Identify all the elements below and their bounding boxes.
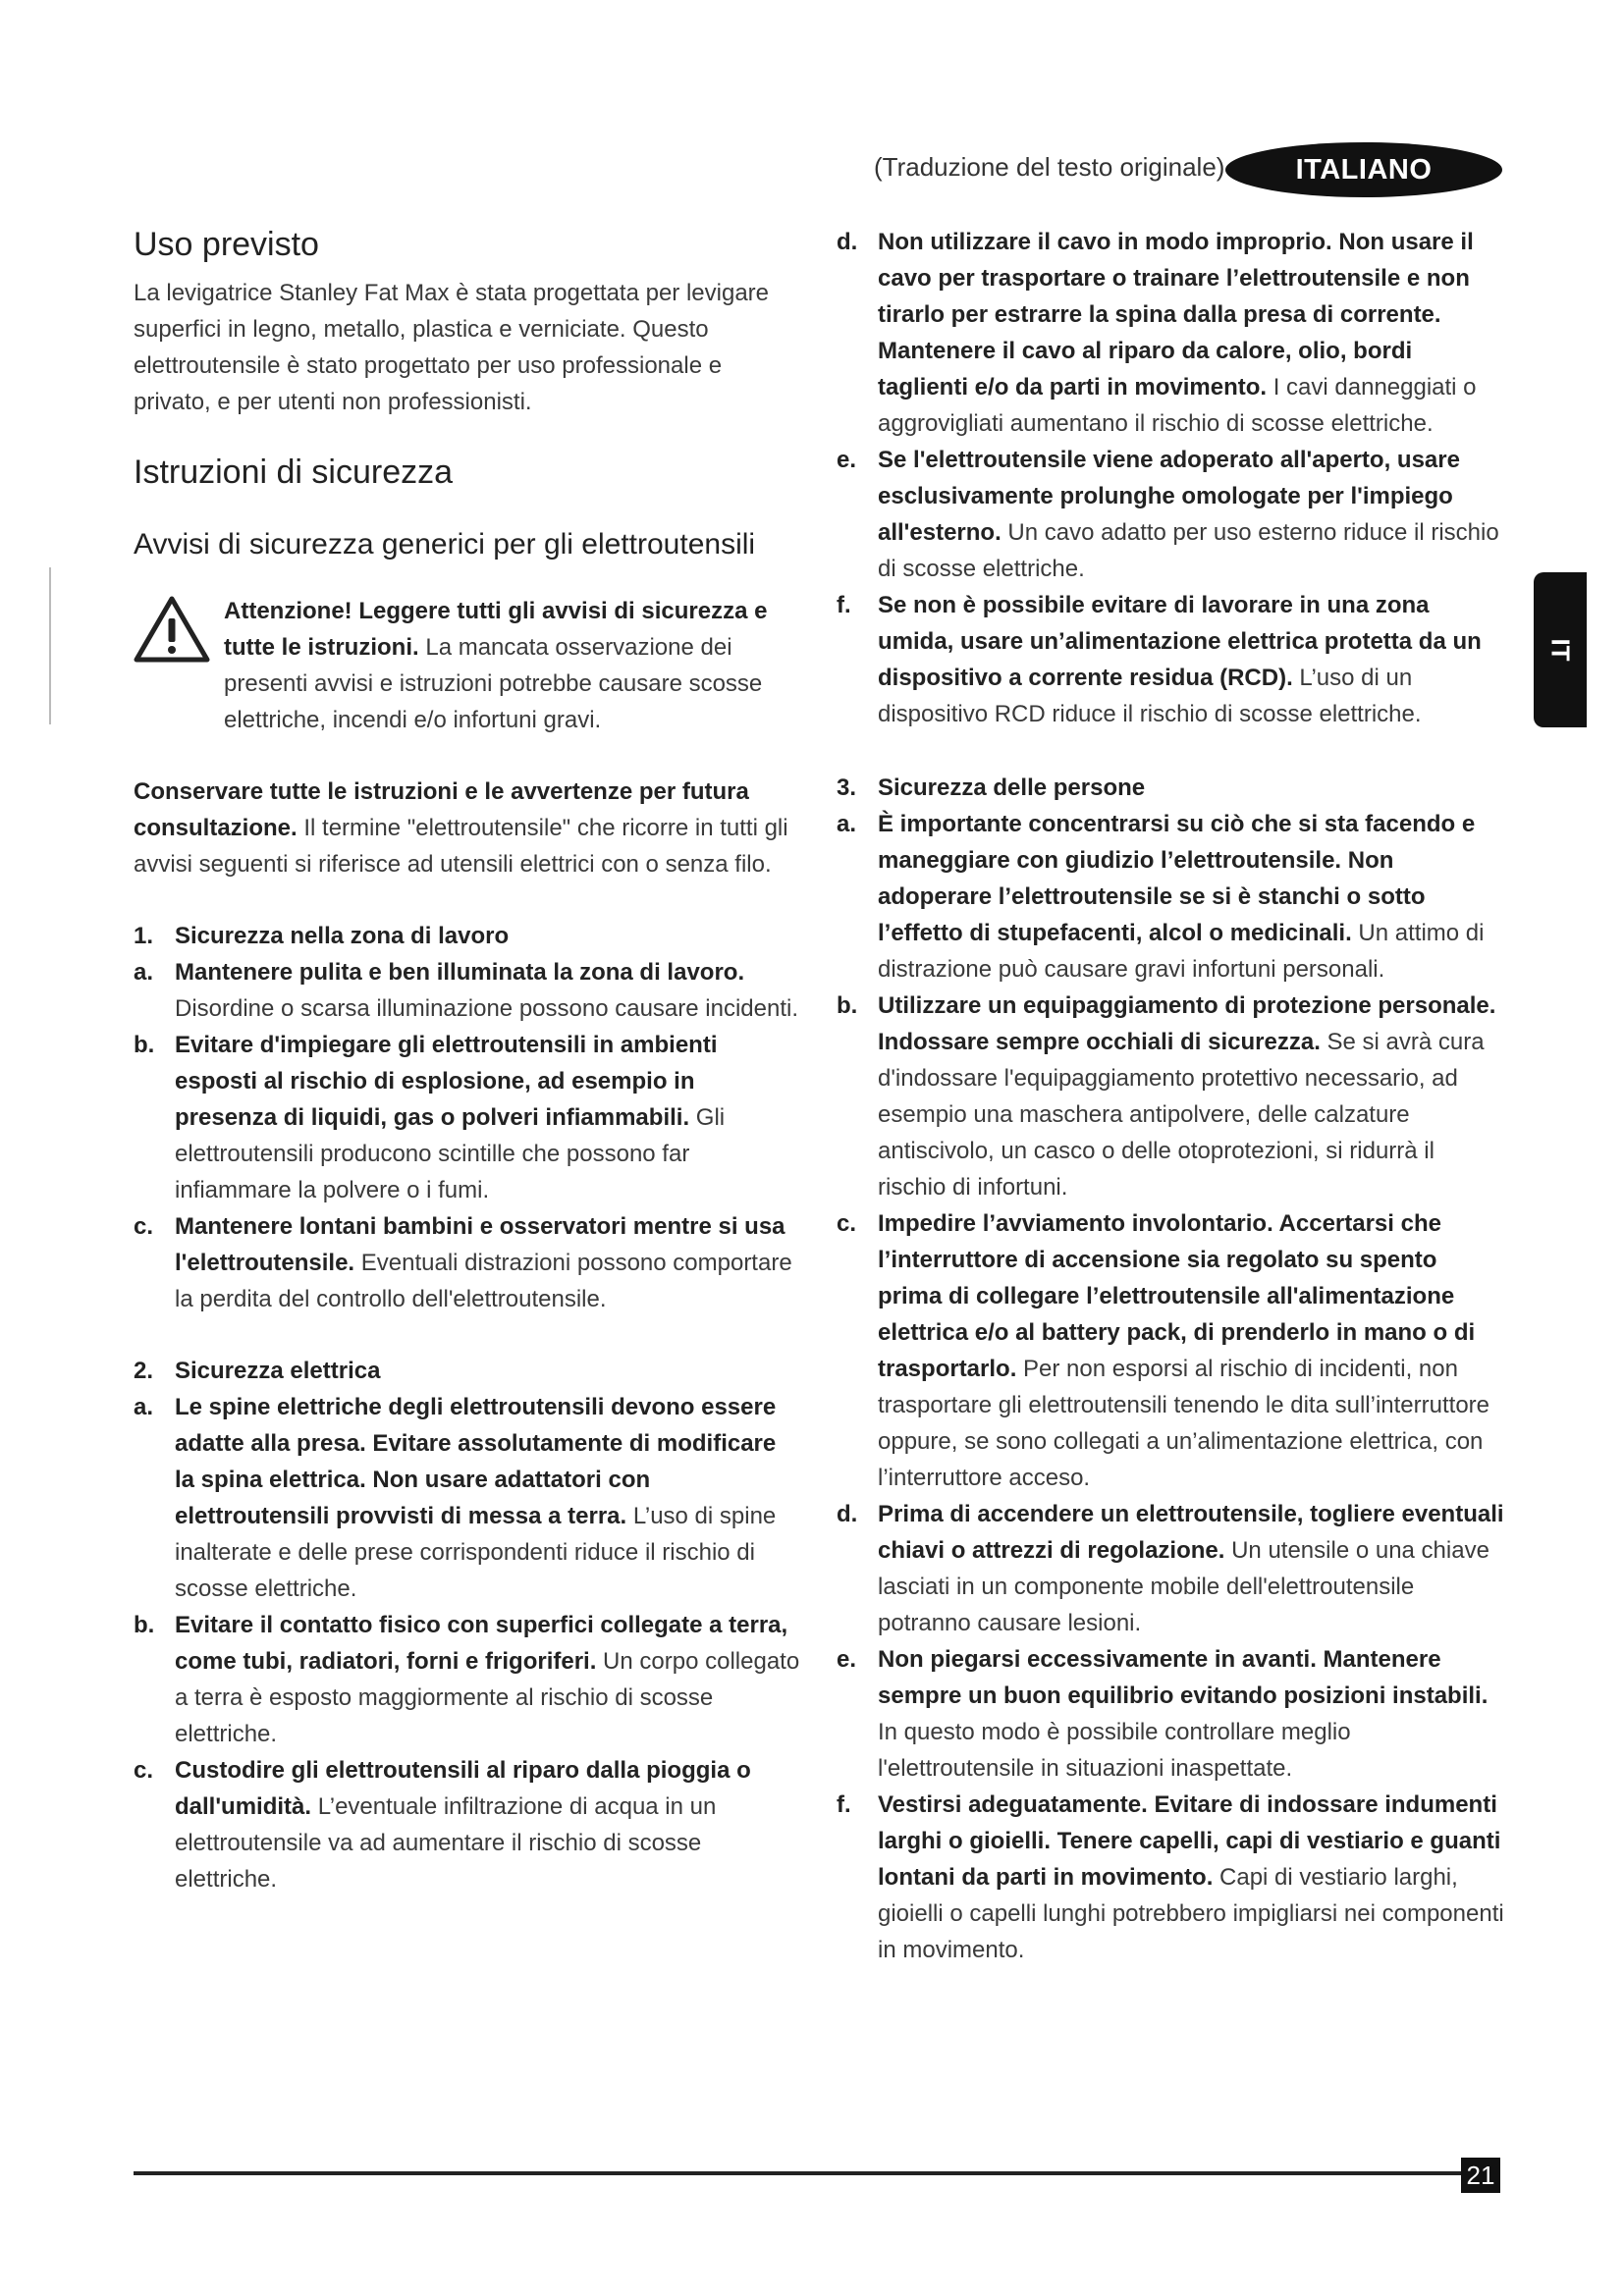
section-3-number: 3.	[837, 774, 857, 801]
list-item: a. Mantenere pulita e ben illuminata la zona di lavoro. Disordine o scarsa illuminazione possono causare incidenti.	[134, 959, 799, 1022]
list-item: b. Evitare d'impiegare gli elettroutensili in ambienti esposti al rischio di esplosione, ad esempio in presenza di liquidi, gas o polveri infiammabili. Gli elettroutensili producono scintille che possono far infiammare la polvere o i fumi.	[134, 1032, 726, 1203]
warning-block	[134, 593, 801, 738]
footer-rule	[134, 2171, 1467, 2175]
list-item: c. Impedire l’avviamento involontario. Accertarsi che l’interruttore di accensione sia regolato su spento prima di collegare l’elettroutensile all'alimentazione elettrica e/o al battery pack, di prenderlo in mano o di trasportarlo. Per non esporsi al rischio di incidenti, non trasportare gli elettroutensili tenendo le dita sull’interruttore oppure, se sono collegati a un’alimentazione elettrica, con l’interruttore acceso.	[837, 1210, 1490, 1491]
list-item: b. Utilizzare un equipaggiamento di protezione personale. Indossare sempre occhiali di sicurezza. Se si avrà cura d'indossare l'equipaggiamento protettivo necessario, ad esempio una maschera antipolvere, delle calzature antiscivolo, un casco o delle otoprotezioni, si ridurrà il rischio di infortuni.	[837, 992, 1496, 1201]
list-item: e. Non piegarsi eccessivamente in avanti. Mantenere sempre un buon equilibrio evitando posizioni instabili. In questo modo è possibile controllare meglio l'elettroutensile in situazioni inaspettate.	[837, 1646, 1489, 1782]
list-item: c. Mantenere lontani bambini e osservatori mentre si usa l'elettroutensile. Eventuali distrazioni possono comportare la perdita del controllo dell'elettroutensile.	[134, 1213, 792, 1312]
list-item: d. Non utilizzare il cavo in modo improprio. Non usare il cavo per trasportare o trainare l’elettroutensile e non tirarlo per estrarre la spina dalla presa di corrente. Mantenere il cavo al riparo da calore, olio, bordi taglienti e/o da parti in movimento. I cavi danneggiati o aggrovigliati aumentano il rischio di scosse elettriche.	[837, 229, 1477, 437]
list-item: d. Prima di accendere un elettroutensile, togliere eventuali chiavi o attrezzi di regolazione. Un utensile o una chiave lasciati in un componente mobile dell'elettroutensile potranno causare lesioni.	[837, 1501, 1504, 1636]
uso-previsto-text: La levigatrice Stanley Fat Max è stata progettata per levigare superfici in legno, metallo, plastica e verniciate. Questo elettroutensile è stato progettato per uso professionale e privato, e per utenti non professionisti.	[134, 280, 770, 415]
list-item: a. È importante concentrarsi su ciò che si sta facendo e maneggiare con giudizio l’elettroutensile. Non adoperare l’elettroutensile se si è stanchi o sotto l’effetto di stupefacenti, alcol o medicinali. Un attimo di distrazione può causare gravi infortuni personali.	[837, 811, 1485, 983]
list-item: b. Evitare il contatto fisico con superfici collegate a terra, come tubi, radiatori, forni e frigoriferi. Un corpo collegato a terra è esposto maggiormente al rischio di scosse elettriche.	[134, 1612, 800, 1747]
right-column	[837, 224, 1504, 1968]
list-item: f. Se non è possibile evitare di lavorare in una zona umida, usare un’alimentazione elettrica protetta da un dispositivo a corrente residua (RCD). L’uso di un dispositivo RCD riduce il rischio di scosse elettriche.	[837, 592, 1482, 727]
list-item: c. Custodire gli elettroutensili al riparo dalla pioggia o dall'umidità. L’eventuale infiltrazione di acqua in un elettroutensile va ad aumentare il rischio di scosse elettriche.	[134, 1757, 751, 1893]
warning-bold: Attenzione! Leggere tutti gli avvisi di sicurezza e tutte le istruzioni.	[224, 598, 768, 661]
section-2-number: 2.	[134, 1358, 154, 1384]
left-column	[134, 224, 801, 1897]
conserve-paragraph	[134, 774, 801, 882]
section-2-title: Sicurezza elettrica	[175, 1358, 381, 1384]
margin-divider	[49, 567, 51, 724]
warning-triangle-icon	[134, 593, 224, 738]
section-2-heading	[134, 1353, 801, 1389]
list-item: a. Le spine elettriche degli elettroutensili devono essere adatte alla presa. Evitare assolutamente di modificare la spina elettrica. Non usare adattatori con elettroutensili provvisti di messa a terra. L’uso di spine inalterate e delle prese corrispondenti riduce il rischio di scosse elettriche.	[134, 1394, 777, 1602]
uso-previsto-title: Uso previsto	[134, 226, 319, 263]
section-3-title: Sicurezza delle persone	[878, 774, 1146, 801]
conserve-bold: Conservare tutte le istruzioni e le avvertenze per futura consultazione.	[134, 778, 749, 841]
warning-text: La mancata osservazione dei presenti avvisi e istruzioni potrebbe causare scosse elettriche, incendi e/o infortuni gravi.	[224, 634, 763, 733]
section-1-number: 1.	[134, 923, 154, 949]
istruzioni-title: Istruzioni di sicurezza	[134, 454, 454, 491]
conserve-text: Il termine "elettroutensile" che ricorre in tutti gli avvisi seguenti si riferisce ad utensili elettrici con o senza filo.	[134, 815, 788, 878]
language-badge: ITALIANO	[1225, 142, 1502, 197]
avvisi-title: Avvisi di sicurezza generici per gli elettroutensili	[134, 528, 756, 561]
section-3-heading	[837, 770, 1504, 806]
list-item: f. Vestirsi adeguatamente. Evitare di indossare indumenti larghi o gioielli. Tenere capelli, capi di vestiario e guanti lontani da parti in movimento. Capi di vestiario larghi, gioielli o capelli lunghi potrebbero impigliarsi nei componenti in movimento.	[837, 1791, 1504, 1963]
side-tab-label: IT	[1545, 638, 1576, 662]
section-1-title: Sicurezza nella zona di lavoro	[175, 923, 510, 949]
header-note: (Traduzione del testo originale)	[874, 152, 1225, 182]
page-number: 21	[1461, 2158, 1500, 2193]
language-side-tab	[1534, 572, 1587, 727]
section-1-heading	[134, 918, 801, 954]
list-item: e. Se l'elettroutensile viene adoperato all'aperto, usare esclusivamente prolunghe omologate per l'impiego all'esterno. Un cavo adatto per uso esterno riduce il rischio di scosse elettriche.	[837, 447, 1499, 582]
